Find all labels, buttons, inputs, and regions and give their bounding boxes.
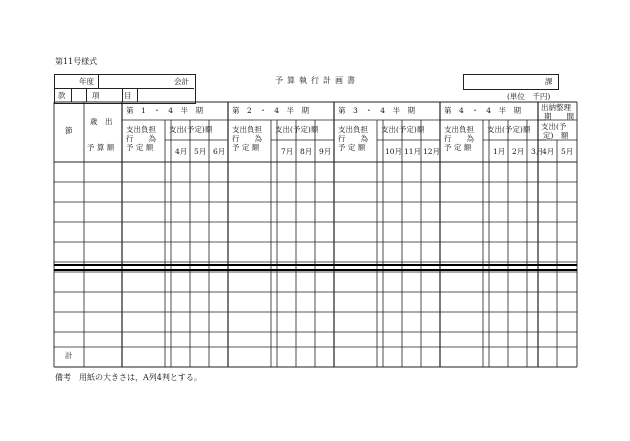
month-label: 12月 — [423, 147, 441, 156]
closing-month-2: 5月 — [561, 147, 574, 156]
commitment-label: 行 為 — [126, 134, 156, 143]
closing-sub-2: 定) 額 — [543, 131, 569, 140]
commitment-label: 予 定 額 — [444, 143, 472, 152]
commitment-label: 予 定 額 — [338, 143, 366, 152]
section-label: 課 — [545, 77, 553, 86]
closing-month-1: 4月 — [542, 147, 555, 156]
quarter-label: 第 3 ・ 4 半 期 — [338, 106, 416, 115]
commitment-label: 行 為 — [444, 134, 474, 143]
fiscal-year-label: 年度 — [79, 77, 94, 86]
planned-expenditure-label: 支出(予定)額 — [381, 125, 425, 134]
month-label: 7月 — [281, 147, 294, 156]
month-label: 3月 — [531, 147, 544, 156]
planned-expenditure-label: 支出(予定)額 — [169, 125, 213, 134]
account-label: 会計 — [174, 77, 189, 86]
quarter-label: 第 2 ・ 4 半 期 — [232, 106, 310, 115]
commitment-label: 支出負担 — [126, 125, 156, 134]
month-label: 4月 — [175, 147, 188, 156]
setsu-label: 節 — [65, 126, 73, 135]
kan-label: 款 — [58, 91, 66, 100]
budget-label-bottom: 予 算 額 — [87, 143, 115, 152]
month-label: 10月 — [385, 147, 403, 156]
month-label: 5月 — [194, 147, 207, 156]
commitment-label: 支出負担 — [232, 125, 262, 134]
document-title: 予算執行計画書 — [275, 76, 359, 85]
moku-label: 目 — [124, 91, 132, 100]
month-label: 6月 — [213, 147, 226, 156]
total-label: 計 — [65, 351, 73, 360]
note-text: 備考 用紙の大きさは，A列4判とする。 — [55, 373, 202, 382]
month-label: 8月 — [300, 147, 313, 156]
commitment-label: 支出負担 — [444, 125, 474, 134]
unit-label: (単位 千円) — [507, 92, 551, 101]
month-label: 11月 — [404, 147, 422, 156]
commitment-label: 支出負担 — [338, 125, 368, 134]
commitment-label: 予 定 額 — [232, 143, 260, 152]
double-rule-top — [54, 264, 577, 266]
month-label: 1月 — [493, 147, 506, 156]
budget-label-top: 歳 出 — [90, 117, 113, 126]
kou-label: 項 — [92, 91, 100, 100]
quarter-label: 第 1 ・ 4 半 期 — [126, 106, 204, 115]
planned-expenditure-label: 支出(予定)額 — [487, 125, 531, 134]
commitment-label: 行 為 — [338, 134, 368, 143]
commitment-label: 行 為 — [232, 134, 262, 143]
closing-sub-1: 支出(予 — [541, 122, 567, 131]
closing-label-1: 出納整理 — [541, 103, 571, 112]
planned-expenditure-label: 支出(予定)額 — [275, 125, 319, 134]
quarter-label: 第 4 ・ 4 半 期 — [444, 106, 522, 115]
month-label: 2月 — [512, 147, 525, 156]
double-rule-bottom — [54, 269, 577, 271]
form-number: 第11号様式 — [55, 57, 98, 66]
month-label: 9月 — [319, 147, 332, 156]
closing-label-2: 期 間 — [544, 112, 574, 121]
commitment-label: 予 定 額 — [126, 143, 154, 152]
